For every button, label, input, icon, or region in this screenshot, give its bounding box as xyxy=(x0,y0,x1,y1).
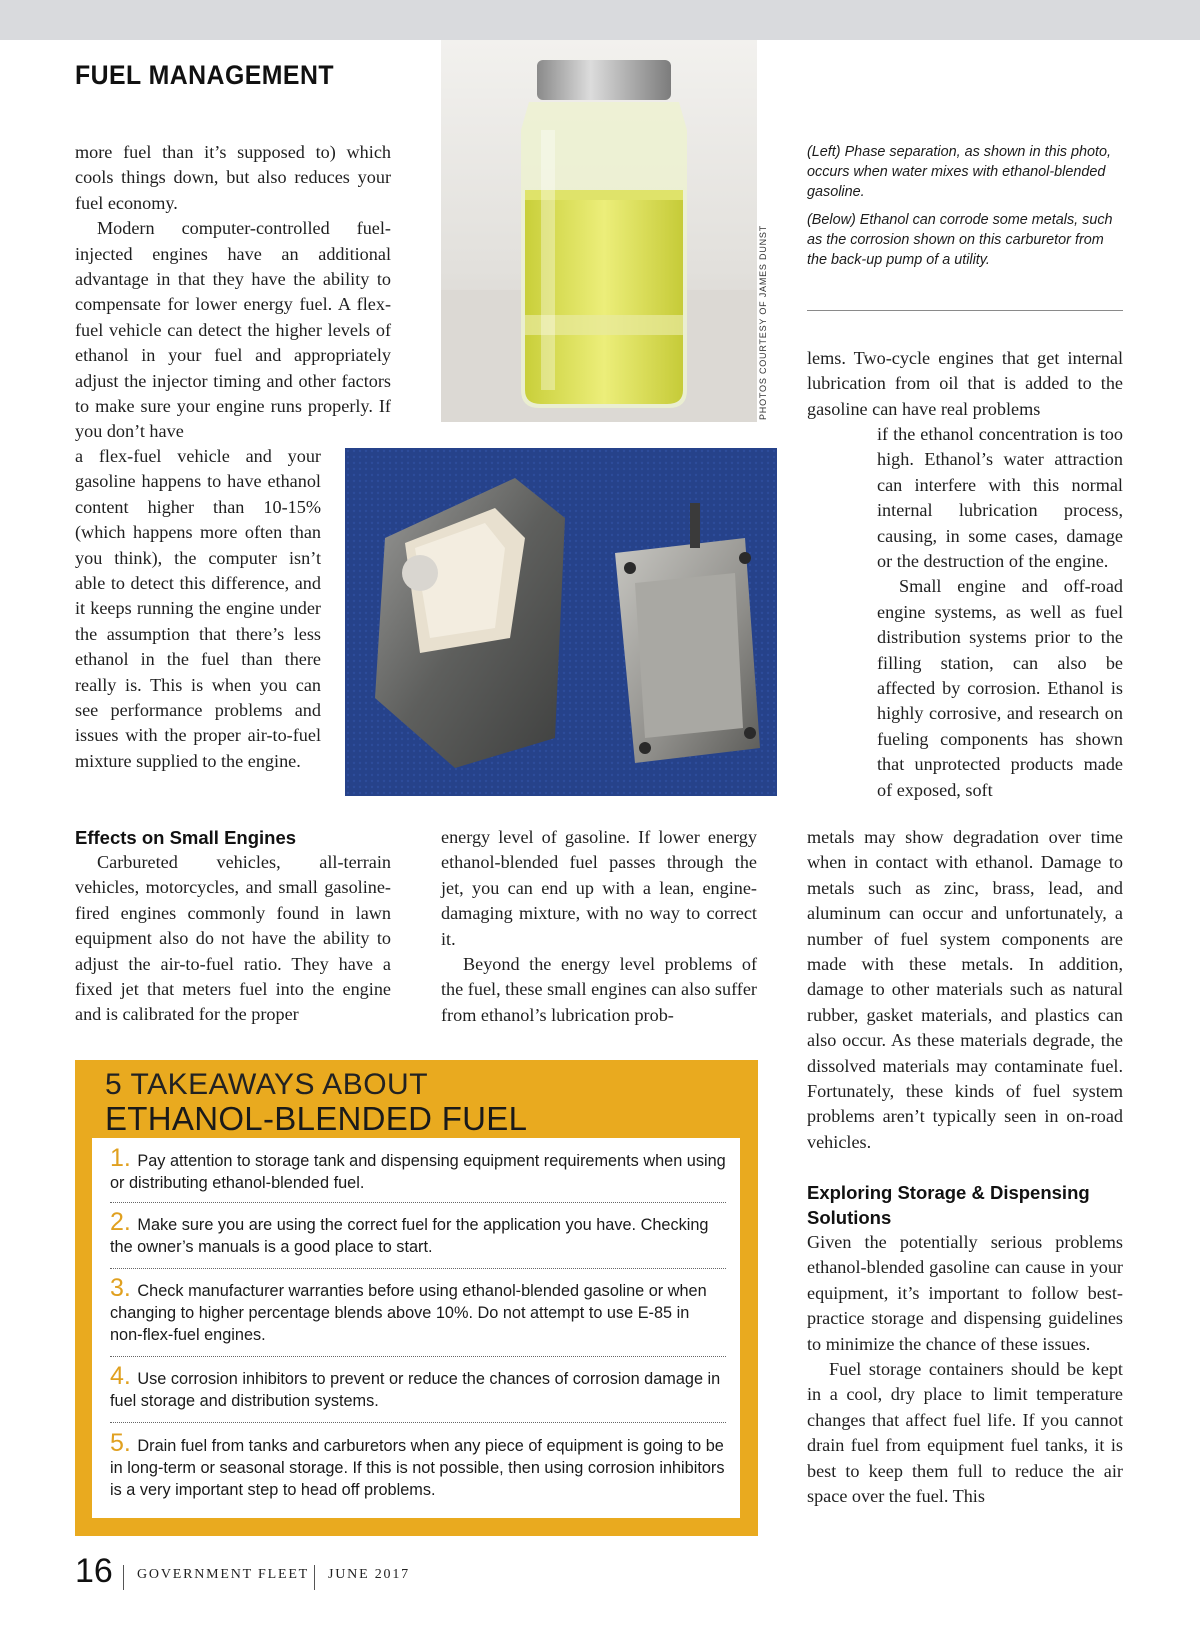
paragraph: a flex-fuel vehicle and your gasoline happens to have ethanol content higher than 10-15% (which happens more often than you think), the computer isn’t able to detect this difference, and it keeps running the engine under the assumption that there’s less ethanol in the fuel than there really is. This is when you can see performance problems and issues with the proper air-to-fuel mixture supplied to the engine. xyxy=(75,446,321,771)
footer-separator xyxy=(123,1565,124,1590)
caption-below: (Below) Ethanol can corrode some metals, such as the corrosion shown on this carburetor from the back-up pump of a utility. xyxy=(807,212,1113,268)
subheading-storage: Exploring Storage & Dispensing Solutions xyxy=(807,1182,1090,1228)
takeaway-divider xyxy=(110,1268,726,1269)
photo-captions xyxy=(807,142,1123,278)
column-1-top xyxy=(75,140,391,445)
carburetor-illustration xyxy=(345,448,777,796)
section-title: FUEL MANAGEMENT xyxy=(75,60,334,90)
column-3-middle xyxy=(807,825,1123,1155)
paragraph: Carbureted vehicles, all-terrain vehicles, motorcycles, and small gasoline-fired engines commonly found in lawn equipment also do not have the ability to adjust the air-to-fuel ratio. They have a fixed jet that meters fuel into the engine and is calibrated for the proper xyxy=(75,852,391,1025)
paragraph: Small engine and off-road engine systems, as well as fuel distribution systems prior to the filling station, can also be affected by corrosion. Ethanol is highly corrosive, and research on fueling components has shown that unprotected products made of exposed, soft xyxy=(877,576,1123,800)
takeaway-divider xyxy=(110,1356,726,1357)
paragraph: lems. Two-cycle engines that get internal lubrication from oil that is added to the gasoline can have real problems xyxy=(807,348,1123,419)
takeaway-item xyxy=(110,1429,726,1501)
publication-name: GOVERNMENT FLEET xyxy=(137,1567,310,1582)
paragraph: Fuel storage containers should be kept in a cool, dry place to limit temperature changes that affect fuel life. If you cannot drain fuel from equipment fuel tanks, it is best to keep them full to reduce the air space over the fuel. This xyxy=(807,1359,1123,1507)
takeaway-item xyxy=(110,1362,726,1412)
page-number: 16 xyxy=(75,1552,113,1590)
paragraph: more fuel than it’s supposed to) which cools things down, but also reduces your fuel economy. xyxy=(75,142,391,213)
takeaway-text: Make sure you are using the correct fuel for the application you have. Checking the owner’s manuals is a good place to start. xyxy=(110,1216,709,1256)
column-3-top xyxy=(807,346,1123,422)
issue-date: JUNE 2017 xyxy=(328,1567,410,1582)
takeaway-number: 4. xyxy=(110,1362,131,1390)
paragraph: energy level of gasoline. If lower energy ethanol-blended fuel passes through the jet, you can end up with a lean, engine-damaging mixture, with no way to correct it. xyxy=(441,827,757,949)
paragraph: if the ethanol concentration is too high. Ethanol’s water attraction can interfere with this normal internal lubrication process, causing, in some cases, damage or the destruction of the engine. xyxy=(877,424,1123,572)
takeaways-title-line-2: ETHANOL-BLENDED FUEL xyxy=(105,1100,528,1137)
takeaway-text: Drain fuel from tanks and carburetors when any piece of equipment is going to be in long-term or seasonal storage. If this is not possible, then using corrosion inhibitors is a very important step to head off problems. xyxy=(110,1437,725,1499)
takeaway-text: Pay attention to storage tank and dispensing equipment requirements when using or distributing ethanol-blended fuel. xyxy=(110,1152,726,1192)
paragraph: Given the potentially serious problems ethanol-blended gasoline can cause in your equipment, it’s important to follow best-practice storage and dispensing guidelines to minimize the chance of these issues. xyxy=(807,1232,1123,1354)
paragraph: Modern computer-controlled fuel-injected engines have an additional advantage in that they have the ability to compensate for lower energy fuel. A flex-fuel vehicle can detect the higher levels of ethanol in your fuel and appropriately adjust the injector timing and other factors to make sure your engine runs properly. If you don’t have xyxy=(75,218,391,442)
corroded-carburetor-photo xyxy=(345,448,777,796)
takeaway-item xyxy=(110,1144,726,1194)
takeaway-number: 3. xyxy=(110,1274,131,1302)
top-bar xyxy=(0,0,1200,40)
takeaway-text: Check manufacturer warranties before using ethanol-blended gasoline or when changing to higher percentage blends above 10%. Do not attempt to use E-85 in non-flex-fuel engines. xyxy=(110,1282,707,1344)
subheading-small-engines: Effects on Small Engines xyxy=(75,827,297,848)
takeaway-item xyxy=(110,1208,726,1258)
takeaway-text: Use corrosion inhibitors to prevent or reduce the chances of corrosion damage in fuel storage and distribution systems. xyxy=(110,1370,721,1410)
takeaway-divider xyxy=(110,1422,726,1423)
takeaways-title-line-1: 5 TAKEAWAYS ABOUT xyxy=(105,1068,429,1101)
ethanol-jar-photo xyxy=(441,40,757,422)
column-1-bottom xyxy=(75,825,391,1028)
takeaway-number: 1. xyxy=(110,1144,131,1172)
takeaway-number: 5. xyxy=(110,1429,131,1457)
takeaway-item xyxy=(110,1274,726,1346)
column-2-bottom xyxy=(441,825,757,1028)
column-3-bottom xyxy=(807,1180,1123,1509)
caption-divider xyxy=(807,310,1123,311)
takeaway-number: 2. xyxy=(110,1208,131,1236)
column-3-narrow xyxy=(877,422,1123,803)
jar-illustration xyxy=(441,40,757,422)
takeaway-divider xyxy=(110,1202,726,1203)
photo-credit: PHOTOS COURTESY OF JAMES DUNST xyxy=(758,224,768,420)
footer-separator xyxy=(314,1565,315,1590)
paragraph: Beyond the energy level problems of the fuel, these small engines can also suffer from ethanol’s lubrication prob- xyxy=(441,954,757,1025)
column-1-narrow xyxy=(75,444,321,774)
paragraph: metals may show degradation over time when in contact with ethanol. Damage to metals such as zinc, brass, lead, and aluminum can occur and unfortunately, a number of fuel system components are made with these metals. In addition, damage to other materials such as natural rubber, gasket materials, and plastics can also occur. As these materials degrade, the dissolved materials may contaminate fuel. Fortunately, these kinds of fuel system problems aren’t typically seen in on-road vehicles. xyxy=(807,827,1123,1152)
caption-left: (Left) Phase separation, as shown in this photo, occurs when water mixes with ethanol-blended gasoline. xyxy=(807,144,1111,200)
